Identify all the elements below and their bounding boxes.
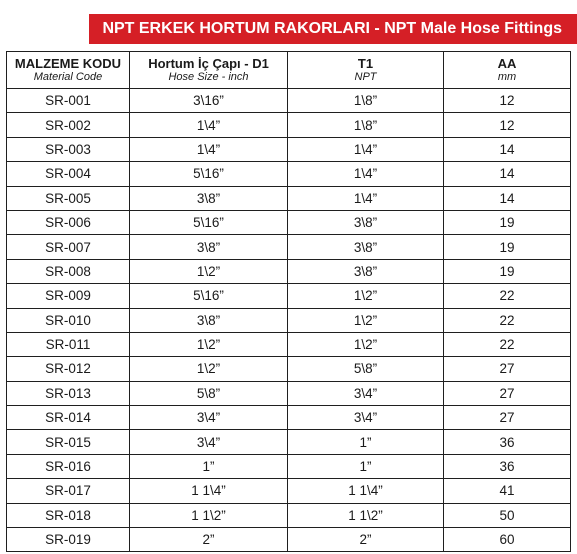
table-row (7, 162, 571, 186)
material-code-cell: SR-001 (7, 89, 130, 113)
table-row (7, 430, 571, 454)
column-header-sub: Material Code (33, 71, 103, 83)
length-cell: 19 (444, 235, 571, 259)
thread-cell: 3\8” (288, 235, 444, 259)
length-cell: 19 (444, 210, 571, 234)
thread-cell: 3\4” (288, 381, 444, 405)
hose-size-cell: 3\4” (130, 406, 288, 430)
table-row (7, 454, 571, 478)
length-cell: 41 (444, 479, 571, 503)
thread-cell: 1\4” (288, 162, 444, 186)
table-row (7, 235, 571, 259)
table-row (7, 259, 571, 283)
table-row (7, 528, 571, 552)
thread-cell: 3\8” (288, 210, 444, 234)
column-header-main: AA (497, 56, 517, 71)
thread-cell: 1” (288, 430, 444, 454)
thread-cell: 3\4” (288, 406, 444, 430)
column-header-main: Hortum İç Çapı - D1 (148, 56, 269, 71)
hose-size-cell: 1\2” (130, 357, 288, 381)
hose-size-cell: 3\8” (130, 186, 288, 210)
hose-size-cell: 1\4” (130, 137, 288, 161)
table-row (7, 406, 571, 430)
thread-cell: 3\8” (288, 259, 444, 283)
material-code-cell: SR-015 (7, 430, 130, 454)
column-header-main: T1 (357, 56, 374, 71)
hose-size-cell: 3\8” (130, 308, 288, 332)
material-code-cell: SR-013 (7, 381, 130, 405)
thread-cell: 1\2” (288, 332, 444, 356)
table-row (7, 137, 571, 161)
length-cell: 22 (444, 308, 571, 332)
table-row (7, 381, 571, 405)
table-row (7, 89, 571, 113)
length-cell: 14 (444, 162, 571, 186)
hose-size-cell: 5\16” (130, 210, 288, 234)
hose-size-cell: 3\4” (130, 430, 288, 454)
hose-size-cell: 1 1\2” (130, 503, 288, 527)
material-code-cell: SR-004 (7, 162, 130, 186)
column-header-thread (288, 52, 444, 89)
thread-cell: 2” (288, 528, 444, 552)
thread-cell: 1\4” (288, 186, 444, 210)
length-cell: 27 (444, 357, 571, 381)
hose-size-cell: 3\16” (130, 89, 288, 113)
column-header-hose-size (130, 52, 288, 89)
hose-size-cell: 1\4” (130, 113, 288, 137)
column-header-sub: NPT (354, 71, 377, 83)
length-cell: 14 (444, 186, 571, 210)
length-cell: 12 (444, 113, 571, 137)
table-row (7, 113, 571, 137)
table-title: NPT ERKEK HORTUM RAKORLARI - NPT Male Hose Fittings (102, 20, 562, 37)
table-row (7, 284, 571, 308)
table-row (7, 332, 571, 356)
table-title-banner (89, 14, 577, 44)
material-code-cell: SR-003 (7, 137, 130, 161)
hose-size-cell: 2” (130, 528, 288, 552)
thread-cell: 1\2” (288, 284, 444, 308)
hose-size-cell: 1” (130, 454, 288, 478)
material-code-cell: SR-002 (7, 113, 130, 137)
table-row (7, 210, 571, 234)
material-code-cell: SR-011 (7, 332, 130, 356)
material-code-cell: SR-016 (7, 454, 130, 478)
table-row (7, 357, 571, 381)
hose-size-cell: 5\16” (130, 162, 288, 186)
material-code-cell: SR-012 (7, 357, 130, 381)
thread-cell: 1\8” (288, 113, 444, 137)
column-header-main: MALZEME KODU (14, 56, 122, 71)
hose-size-cell: 3\8” (130, 235, 288, 259)
thread-cell: 1” (288, 454, 444, 478)
hose-size-cell: 1\2” (130, 259, 288, 283)
length-cell: 27 (444, 381, 571, 405)
material-code-cell: SR-018 (7, 503, 130, 527)
material-code-cell: SR-009 (7, 284, 130, 308)
length-cell: 14 (444, 137, 571, 161)
hose-size-cell: 1\2” (130, 332, 288, 356)
thread-cell: 1\4” (288, 137, 444, 161)
material-code-cell: SR-017 (7, 479, 130, 503)
length-cell: 60 (444, 528, 571, 552)
table-row (7, 308, 571, 332)
hose-size-cell: 1 1\4” (130, 479, 288, 503)
table-row (7, 186, 571, 210)
length-cell: 12 (444, 89, 571, 113)
length-cell: 19 (444, 259, 571, 283)
table-row (7, 503, 571, 527)
length-cell: 36 (444, 454, 571, 478)
material-code-cell: SR-019 (7, 528, 130, 552)
table-row (7, 479, 571, 503)
thread-cell: 1 1\4” (288, 479, 444, 503)
length-cell: 22 (444, 284, 571, 308)
thread-cell: 5\8” (288, 357, 444, 381)
material-code-cell: SR-007 (7, 235, 130, 259)
material-code-cell: SR-006 (7, 210, 130, 234)
material-code-cell: SR-010 (7, 308, 130, 332)
column-header-length (444, 52, 571, 89)
length-cell: 50 (444, 503, 571, 527)
material-code-cell: SR-014 (7, 406, 130, 430)
length-cell: 27 (444, 406, 571, 430)
thread-cell: 1\2” (288, 308, 444, 332)
hose-size-cell: 5\8” (130, 381, 288, 405)
column-header-sub: Hose Size - inch (168, 71, 249, 83)
header-row (7, 52, 571, 89)
table-body (7, 89, 571, 552)
hose-size-cell: 5\16” (130, 284, 288, 308)
material-code-cell: SR-005 (7, 186, 130, 210)
table-header (7, 52, 571, 89)
length-cell: 36 (444, 430, 571, 454)
thread-cell: 1 1\2” (288, 503, 444, 527)
length-cell: 22 (444, 332, 571, 356)
thread-cell: 1\8” (288, 89, 444, 113)
column-header-material-code (7, 52, 130, 89)
column-header-sub: mm (497, 71, 517, 83)
material-code-cell: SR-008 (7, 259, 130, 283)
fittings-table (6, 51, 571, 552)
